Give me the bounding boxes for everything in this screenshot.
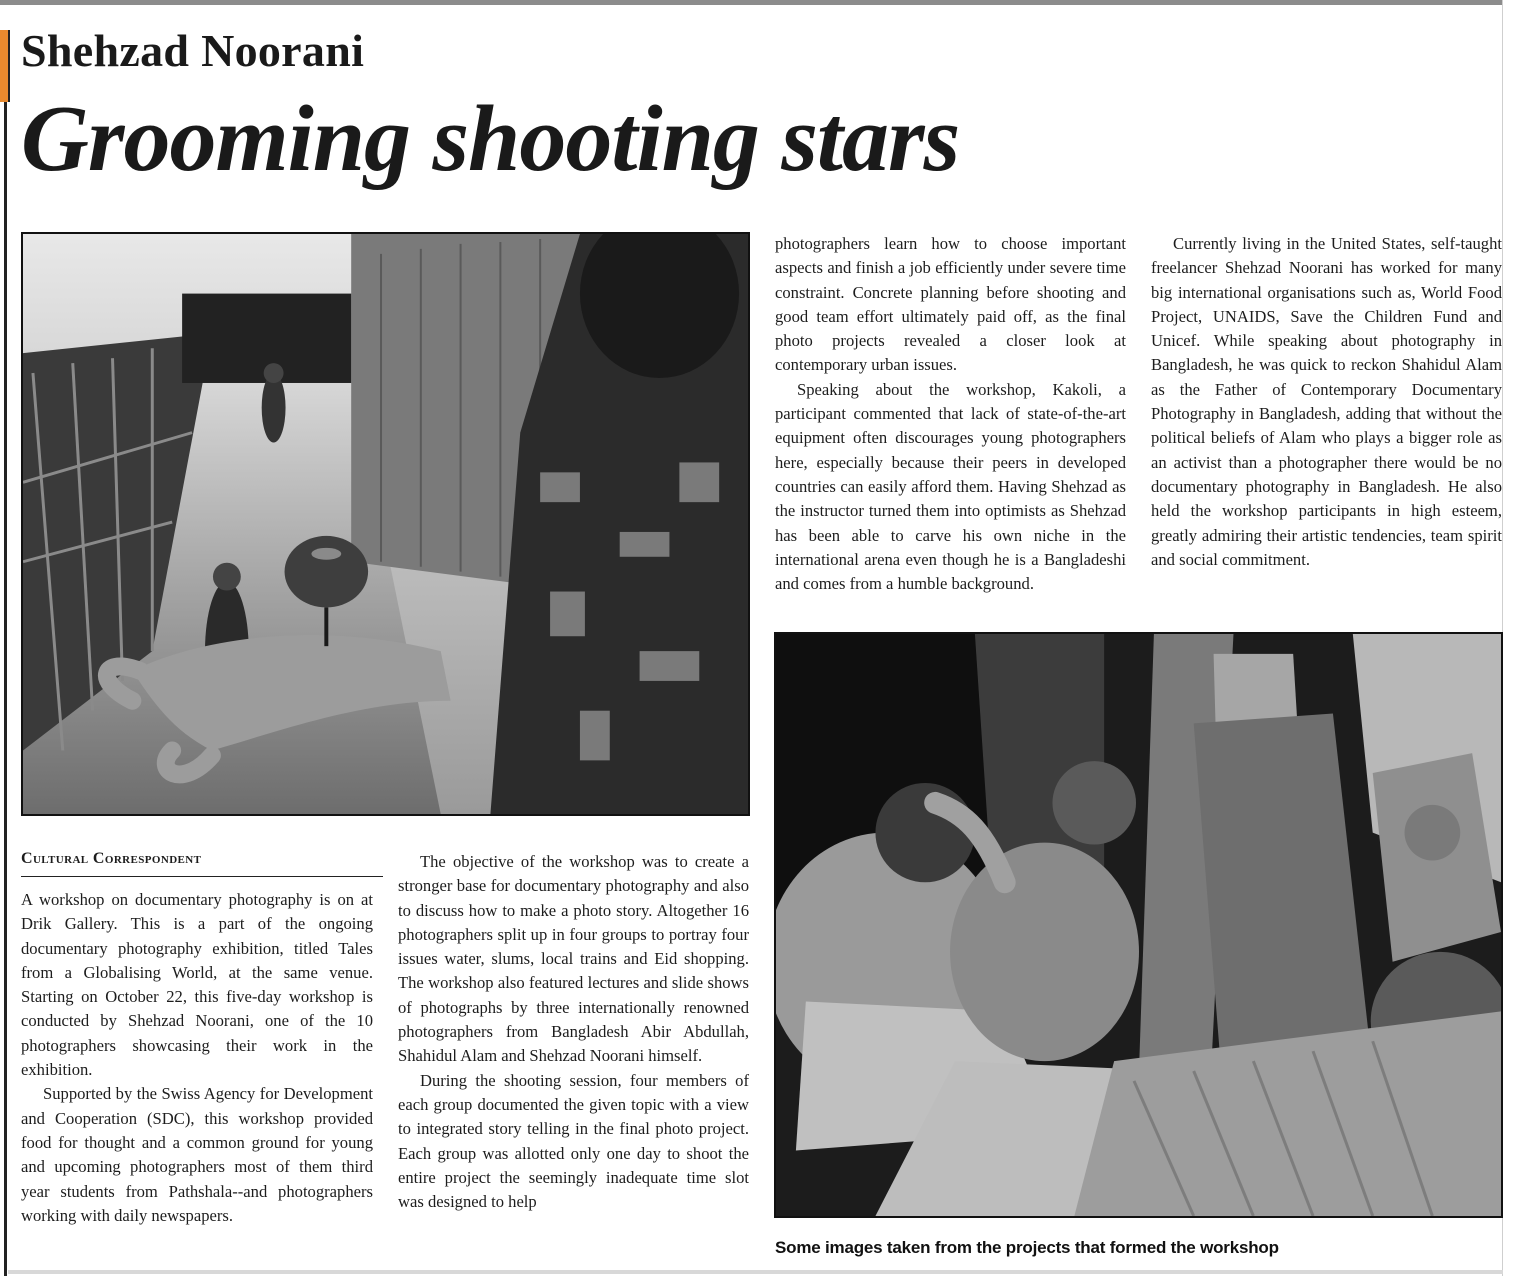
paragraph: The objective of the workshop was to create a stronger base for documentary photography and also to discuss how to make a photo story. Altogether 16 photographers split up in four groups to portray four issues water, slums, local trains and Eid shopping. The workshop also featured lectures and slide shows of photographs by three internationally renowned photographers from Bangladesh Abir Abdullah, Shahidul Alam and Shehzad Noorani himself. — [398, 852, 749, 1066]
paragraph: During the shooting session, four members of each group documented the given topic with a view to integrated story telling in the final photo project. Each group was allotted only one day to shoot the entire project the seemingly inadequate time slot was designed to help — [398, 1070, 749, 1212]
photo-men-in-slum — [774, 632, 1503, 1218]
article-column-4 — [1151, 232, 1502, 572]
accent-tab — [0, 30, 10, 102]
top-rule — [0, 0, 1503, 5]
paragraph: Speaking about the workshop, Kakoli, a participant commented that lack of state-of-the-art equipment often discourages young photographers here, especially because their peers in developed countries can easily afford them. Having Shehzad as the instructor turned them into optimists as Shehzad has been able to carve his own niche in the international arena even though he is a Bangladeshi and comes from a humble background. — [775, 379, 1126, 594]
byline-rule — [21, 876, 383, 877]
author-name: Shehzad Noorani — [21, 25, 365, 76]
article-column-3 — [775, 232, 1126, 596]
left-rule — [4, 30, 7, 1276]
photo-boy-spinning-top — [21, 232, 750, 816]
paragraph: Currently living in the United States, self-taught freelancer Shehzad Noorani has worked for many big international organisations such as, World Food Project, UNAIDS, Save the Children Fund and Unicef. While speaking about photography in Bangladesh, he was quick to reckon Shahidul Alam as the Father of Contemporary Documentary Photography in Bangladesh, adding that without the political beliefs of Alam who plays a bigger role as an activist than a photographer there would be no documentary photography in Bangladesh. He also held the workshop participants in high esteem, greatly admiring their artistic tendencies, team spirit and social commitment. — [1151, 234, 1502, 569]
paragraph: Supported by the Swiss Agency for Development and Cooperation (SDC), this workshop provided food for thought and a common ground for young and upcoming photographers most of them third year students from Pathshala--and photographers working with daily newspapers. — [21, 1084, 373, 1225]
headline: Grooming shooting stars — [21, 87, 960, 191]
paragraph: A workshop on documentary photography is on at Drik Gallery. This is a part of the ongoing documentary photography exhibition, titled Tales from a Globalising World, at the same venue. Starting on October 22, this five-day workshop is conducted by Shehzad Noorani, one of the 10 photographers showcasing their work in the exhibition. — [21, 890, 373, 1080]
paragraph: photographers learn how to choose important aspects and finish a job efficiently under severe time constraint. Concrete planning before shooting and good team effort ultimately paid off, as the final photo projects revealed a closer look at contemporary urban issues. — [775, 234, 1126, 375]
bottom-rule — [8, 1270, 1503, 1274]
photo-caption: Some images taken from the projects that formed the workshop — [775, 1238, 1279, 1257]
byline: Cultural Correspondent — [21, 850, 202, 867]
article-column-1 — [21, 888, 373, 1228]
article-column-2 — [398, 850, 749, 1214]
